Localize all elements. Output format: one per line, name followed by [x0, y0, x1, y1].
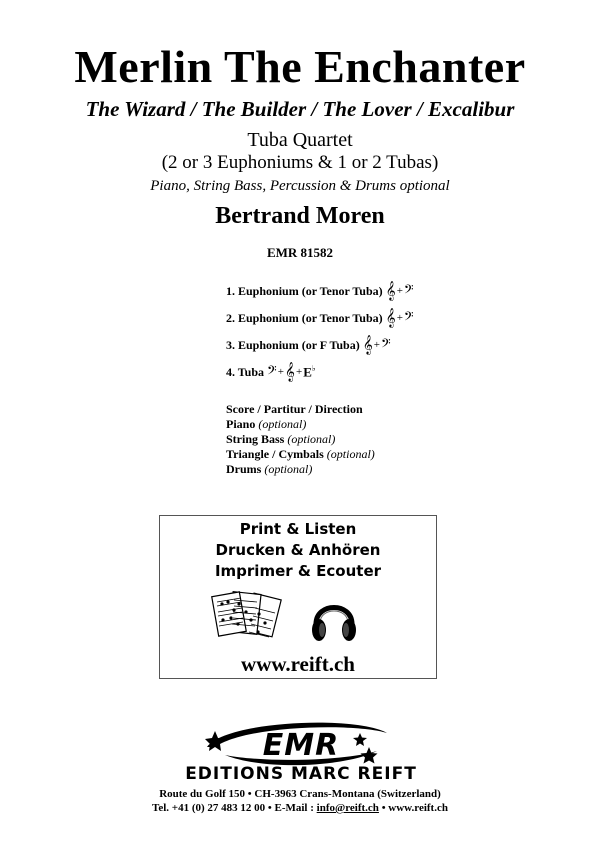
bass-clef-icon: 𝄢 — [403, 309, 414, 327]
plus-sign: + — [396, 312, 403, 324]
treble-clef-icon: 𝄞 — [362, 335, 373, 355]
list-item: Piano (optional) — [226, 417, 307, 431]
part-label: 2. Euphonium (or Tenor Tuba) — [226, 310, 383, 325]
bass-clef-icon: 𝄢 — [267, 363, 277, 381]
headphones-icon — [309, 590, 359, 646]
list-item: Drums (optional) — [226, 462, 313, 476]
ensemble-label: Tuba Quartet — [247, 129, 353, 151]
publisher-address: Route du Golf 150 • CH-3963 Crans-Montana (Switzerland) — [159, 788, 441, 800]
bass-clef-icon: 𝄢 — [403, 282, 414, 300]
plus-sign: + — [396, 285, 403, 297]
optional-instruments-note: Piano, String Bass, Percussion & Drums optional — [150, 178, 450, 194]
parts-list — [226, 282, 556, 390]
plus-sign: + — [295, 366, 303, 378]
part-item — [226, 336, 556, 354]
plus-sign: + — [277, 366, 284, 378]
print-listen-en: Print & Listen — [239, 520, 357, 538]
treble-clef-icon: 𝄞 — [284, 362, 295, 382]
print-listen-box — [159, 515, 437, 679]
website-link[interactable]: www.reift.ch — [241, 652, 355, 676]
list-item: Score / Partitur / Direction — [226, 402, 363, 416]
composer-name: Bertrand Moren — [215, 203, 385, 229]
part-label: 3. Euphonium (or F Tuba) — [226, 337, 360, 352]
publisher-contact: Tel. +41 (0) 27 483 12 00 • E-Mail : info@reift.ch • www.reift.ch — [152, 802, 448, 814]
sheet-music-icon — [209, 590, 283, 652]
treble-clef-icon: 𝄞 — [385, 308, 396, 328]
clef-group — [267, 363, 316, 381]
treble-clef-icon: 𝄞 — [385, 281, 396, 301]
bass-clef-icon: 𝄢 — [381, 336, 391, 354]
part-item — [226, 309, 556, 327]
part-label: 4. Tuba — [226, 364, 265, 379]
list-item: Triangle / Cymbals (optional) — [226, 447, 375, 461]
clef-group — [386, 282, 414, 300]
emr-logo — [155, 711, 447, 783]
instrumentation-label: (2 or 3 Euphoniums & 1 or 2 Tubas) — [161, 152, 439, 173]
svg-text:EMR: EMR — [262, 728, 340, 763]
page-title: Merlin The Enchanter — [74, 41, 526, 92]
email-link[interactable]: info@reift.ch — [316, 802, 379, 814]
part-item — [226, 282, 556, 300]
score-parts-list — [226, 402, 556, 477]
plus-sign: + — [373, 339, 381, 351]
list-item: String Bass (optional) — [226, 432, 336, 446]
clef-group — [386, 309, 414, 327]
svg-text:EDITIONS MARC REIFT: EDITIONS MARC REIFT — [185, 764, 417, 783]
part-label: 1. Euphonium (or Tenor Tuba) — [226, 283, 383, 298]
clef-group — [363, 336, 391, 354]
catalog-number: EMR 81582 — [266, 245, 334, 260]
movements-subtitle: The Wizard / The Builder / The Lover / Excalibur — [85, 97, 515, 121]
print-listen-fr: Imprimer & Ecouter — [214, 562, 382, 580]
part-item — [226, 363, 556, 381]
e-flat-key-label: E♭ — [303, 364, 316, 380]
print-listen-de: Drucken & Anhören — [215, 541, 381, 559]
